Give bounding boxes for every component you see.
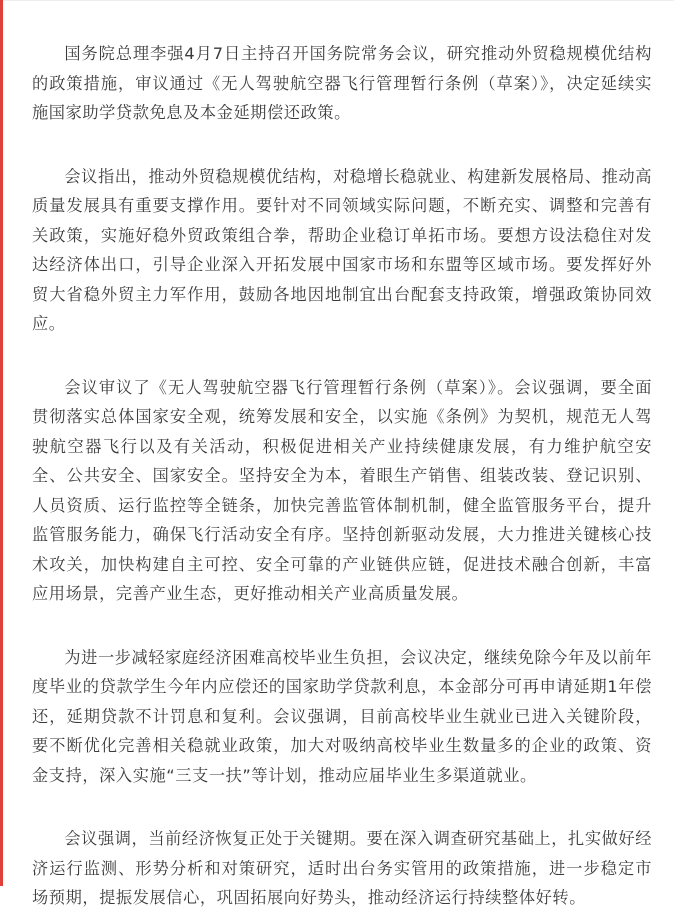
article-body: [32, 39, 652, 913]
paragraph-meeting-summary: 国务院总理李强4月7日主持召开国务院常务会议，研究推动外贸稳规模优结构的政策措施，审议通过《无人驾驶航空器飞行管理暂行条例（草案）》，决定延续实施国家助学贷款免息及本金延期偿还政策。: [32, 44, 652, 122]
top-divider: [0, 0, 674, 1]
paragraph-drone-regulation: 会议审议了《无人驾驶航空器飞行管理暂行条例（草案）》。会议强调，要全面贯彻落实总体国家安全观，统筹发展和安全，以实施《条例》为契机，规范无人驾驶航空器飞行以及有关活动，积极促进相关产业持续健康发展，有力维护航空安全、公共安全、国家安全。坚持安全为本，着眼生产销售、组装改装、登记识别、人员资质、运行监控等全链条，加快完善监管体制机制，健全监管服务平台，提升监管服务能力，确保飞行活动安全有序。坚持创新驱动发展，大力推进关键核心技术攻关，加快构建自主可控、安全可靠的产业链供应链，促进技术融合创新，丰富应用场景，完善产业生态，更好推动相关产业高质量发展。: [32, 377, 652, 603]
paragraph-student-loans: 为进一步减轻家庭经济困难高校毕业生负担，会议决定，继续免除今年及以前年度毕业的贷款学生今年内应偿还的国家助学贷款利息，本金部分可再申请延期1年偿还，延期贷款不计罚息和复利。会议强调，目前高校毕业生就业已进入关键阶段，要不断优化完善相关稳就业政策，加大对吸纳高校毕业生数量多的企业的政策、资金支持，深入实施“三支一扶”等计划，推动应届毕业生多渠道就业。: [32, 647, 652, 785]
left-accent-bar: [0, 0, 3, 886]
paragraph-foreign-trade: 会议指出，推动外贸稳规模优结构，对稳增长稳就业、构建新发展格局、推动高质量发展具有重要支撑作用。要针对不同领域实际问题，不断充实、调整和完善有关政策，实施好稳外贸政策组合拳，帮助企业稳订单拓市场。要想方设法稳住对发达经济体出口，引导企业深入开拓发展中国家市场和东盟等区域市场。要发挥好外贸大省稳外贸主力军作用，鼓励各地因地制宜出台配套支持政策，增强政策协同效应。: [32, 166, 652, 333]
paragraph-economic-recovery: 会议强调，当前经济恢复正处于关键期。要在深入调查研究基础上，扎实做好经济运行监测、形势分析和对策研究，适时出台务实管用的政策措施，进一步稳定市场预期，提振发展信心，巩固拓展向好势头，推动经济运行持续整体好转。: [32, 829, 652, 907]
